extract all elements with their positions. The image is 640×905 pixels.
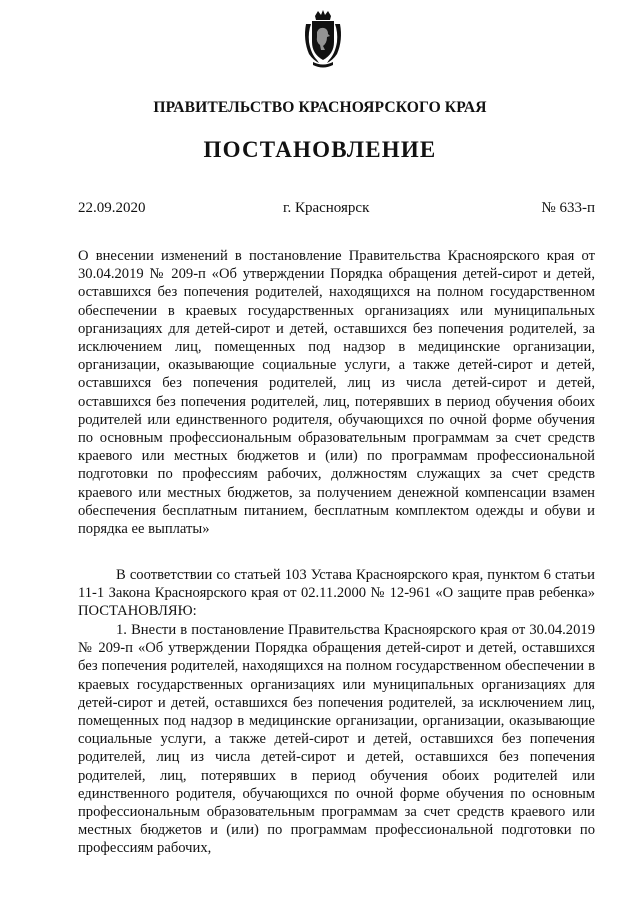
- preamble-text: В соответствии со статьей 103 Устава Красноярского края, пунктом 6 статьи 11-1 Закона Красноярского края от 02.11.2000 № 12-961 «О защите прав ребенка» ПОСТАНОВЛЯЮ:: [78, 567, 595, 620]
- document-date: 22.09.2020: [78, 200, 146, 216]
- document-type-heading: ПОСТАНОВЛЕНИЕ: [203, 137, 437, 162]
- coat-of-arms-emblem-icon: [303, 10, 343, 68]
- government-name: ПРАВИТЕЛЬСТВО КРАСНОЯРСКОГО КРАЯ: [153, 99, 487, 116]
- document-title-text: О внесении изменений в постановление Правительства Красноярского края от 30.04.2019 № 209-п «Об утверждении Порядка обращения детей-сирот и детей, оставшихся без попечения родителей, находящихся на полном государственном обеспечении в краевых государственных организациях или муниципальных организациях для детей-сирот и детей, оставшихся без попечения родителей, за исключением лиц, помещенных под надзор в медицинские организации, организации, оказывающие социальные услуги, а также детей-сирот и детей, оставшихся без попечения родителей, лиц из числа детей-сирот и детей, оставшихся без попечения родителей, лиц, потерявших в период обучения обоих родителей или единственного родителя, обучающихся по очной форме обучения по основным профессиональным образовательным программам за счет средств краевого или местных бюджетов и (или) по программам профессиональной подготовки по профессиям рабочих, должностям служащих за счет средств краевого или местных бюджетов, за получением денежной компенсации взамен обеспечения бесплатным питанием, бесплатным комплектом одежды и обуви и порядка ее выплаты»: [78, 248, 595, 538]
- document-number: № 633-п: [541, 200, 595, 216]
- item-1-paragraph: [78, 621, 595, 858]
- preamble-paragraph: [78, 566, 595, 621]
- document-city: г. Красноярск: [283, 200, 370, 216]
- item-1-text: 1. Внести в постановление Правительства Красноярского края от 30.04.2019 № 209-п «Об утверждении Порядка обращения детей-сирот и детей, оставшихся без попечения родителей, находящихся на полном государственном обеспечении в краевых государственных организациях или муниципальных организациях для детей-сирот и детей, оставшихся без попечения родителей, за исключением лиц, помещенных под надзор в медицинские организации, организации, оказывающие социальные услуги, а также детей-сирот и детей, оставшихся без попечения родителей, лиц из числа детей-сирот и детей, оставшихся без попечения родителей, лиц, потерявших в период обучения обоих родителей или единственного родителя, обучающихся по очной форме обучения по основным профессиональным образовательным программам за счет средств краевого или местных бюджетов и (или) по программам профессиональной подготовки по профессиям рабочих,: [78, 622, 595, 857]
- document-title: [78, 247, 595, 538]
